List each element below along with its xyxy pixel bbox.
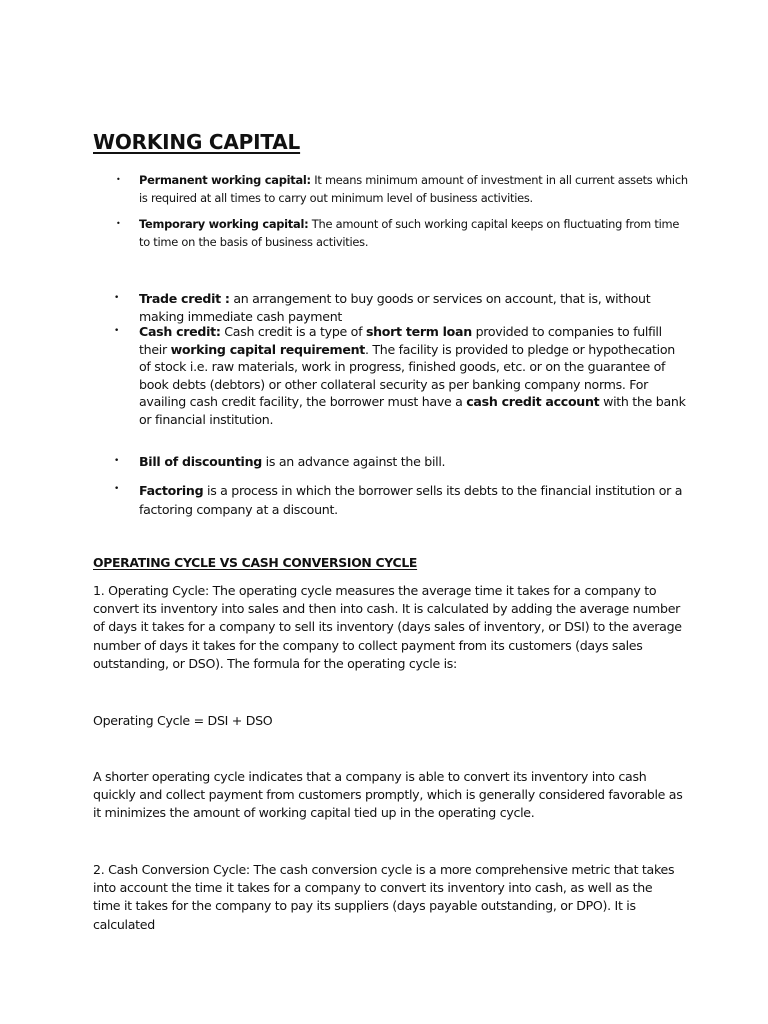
- bullet-body: provided to companies to fulfill their: [139, 324, 662, 357]
- bullet-icon: •: [116, 219, 121, 228]
- bold-term: short term loan: [365, 324, 472, 339]
- bullet-icon: •: [114, 326, 120, 336]
- bullet-text: [139, 323, 689, 428]
- bullet-label: Cash credit:: [139, 324, 221, 339]
- bold-term: working capital requirement: [170, 341, 365, 357]
- bullet-label: Bill of discounting: [139, 454, 262, 469]
- page-title: WORKING CAPITAL: [93, 130, 301, 154]
- bullet-body: is an advance against the bill.: [261, 454, 446, 469]
- bullet-body: is a process in which the borrower sells its debts to the financial institution or a factoring company at a discount.: [139, 483, 683, 517]
- bullet-body: Cash credit is a type of: [220, 324, 366, 339]
- paragraph-formula: Operating Cycle = DSI + DSO: [93, 713, 273, 728]
- paragraph-cash-conversion-cycle: 2. Cash Conversion Cycle: The cash conversion cycle is a more comprehensive metric that takes into account the time it takes for a company to convert its inventory into cash, as well as the time it takes for the company to pay its suppliers (days payable outstanding, or DPO). It is calculated: [93, 862, 675, 932]
- bullet-body: The amount of such working capital keeps on fluctuating from time to time on the basis of business activities.: [139, 217, 680, 249]
- bullet-label: Permanent working capital:: [139, 173, 311, 187]
- bullet-text: [139, 481, 689, 519]
- bullet-icon: •: [116, 175, 121, 184]
- paragraph-shorter-cycle: A shorter operating cycle indicates that a company is able to convert its inventory into cash quickly and collect payment from customers promptly, which is generally considered favorable as it minimizes the amount of working capital tied up in the operating cycle.: [93, 769, 683, 821]
- bullet-text: [139, 453, 689, 471]
- bullet-label: Factoring: [139, 483, 204, 498]
- section-heading: OPERATING CYCLE VS CASH CONVERSION CYCLE: [93, 555, 418, 570]
- bullet-text: [139, 290, 689, 325]
- bold-term: cash credit account: [466, 394, 600, 409]
- bullet-icon: •: [114, 484, 120, 494]
- bullet-icon: •: [114, 456, 120, 466]
- bullet-label: Temporary working capital:: [139, 217, 309, 231]
- bullet-text: [139, 171, 689, 207]
- bullet-text: [139, 215, 689, 251]
- bullet-body: . The facility is provided to pledge or hypothecation of stock i.e. raw materials, work in progress, finished goods, etc. or on the guarantee of book debts (debtors) or other collateral security as per banking company norms. For availing cash credit facility, the borrower must have a: [139, 341, 675, 409]
- bullet-body: with the bank or financial institution.: [139, 394, 686, 427]
- bullet-label: Trade credit :: [139, 291, 230, 306]
- bullet-icon: •: [114, 293, 120, 303]
- bullet-body: It means minimum amount of investment in all current assets which is required at all times to carry out minimum level of business activities.: [139, 173, 688, 205]
- bullet-body: an arrangement to buy goods or services on account, that is, without making immediate cash payment: [139, 291, 651, 324]
- paragraph-operating-cycle: 1. Operating Cycle: The operating cycle measures the average time it takes for a company to convert its inventory into sales and then into cash. It is calculated by adding the average number of days it takes for a company to sell its inventory (days sales of inventory, or DSI) to the average number of days it takes for the company to collect payment from its customers (days sales outstanding, or DSO). The formula for the operating cycle is:: [93, 583, 682, 671]
